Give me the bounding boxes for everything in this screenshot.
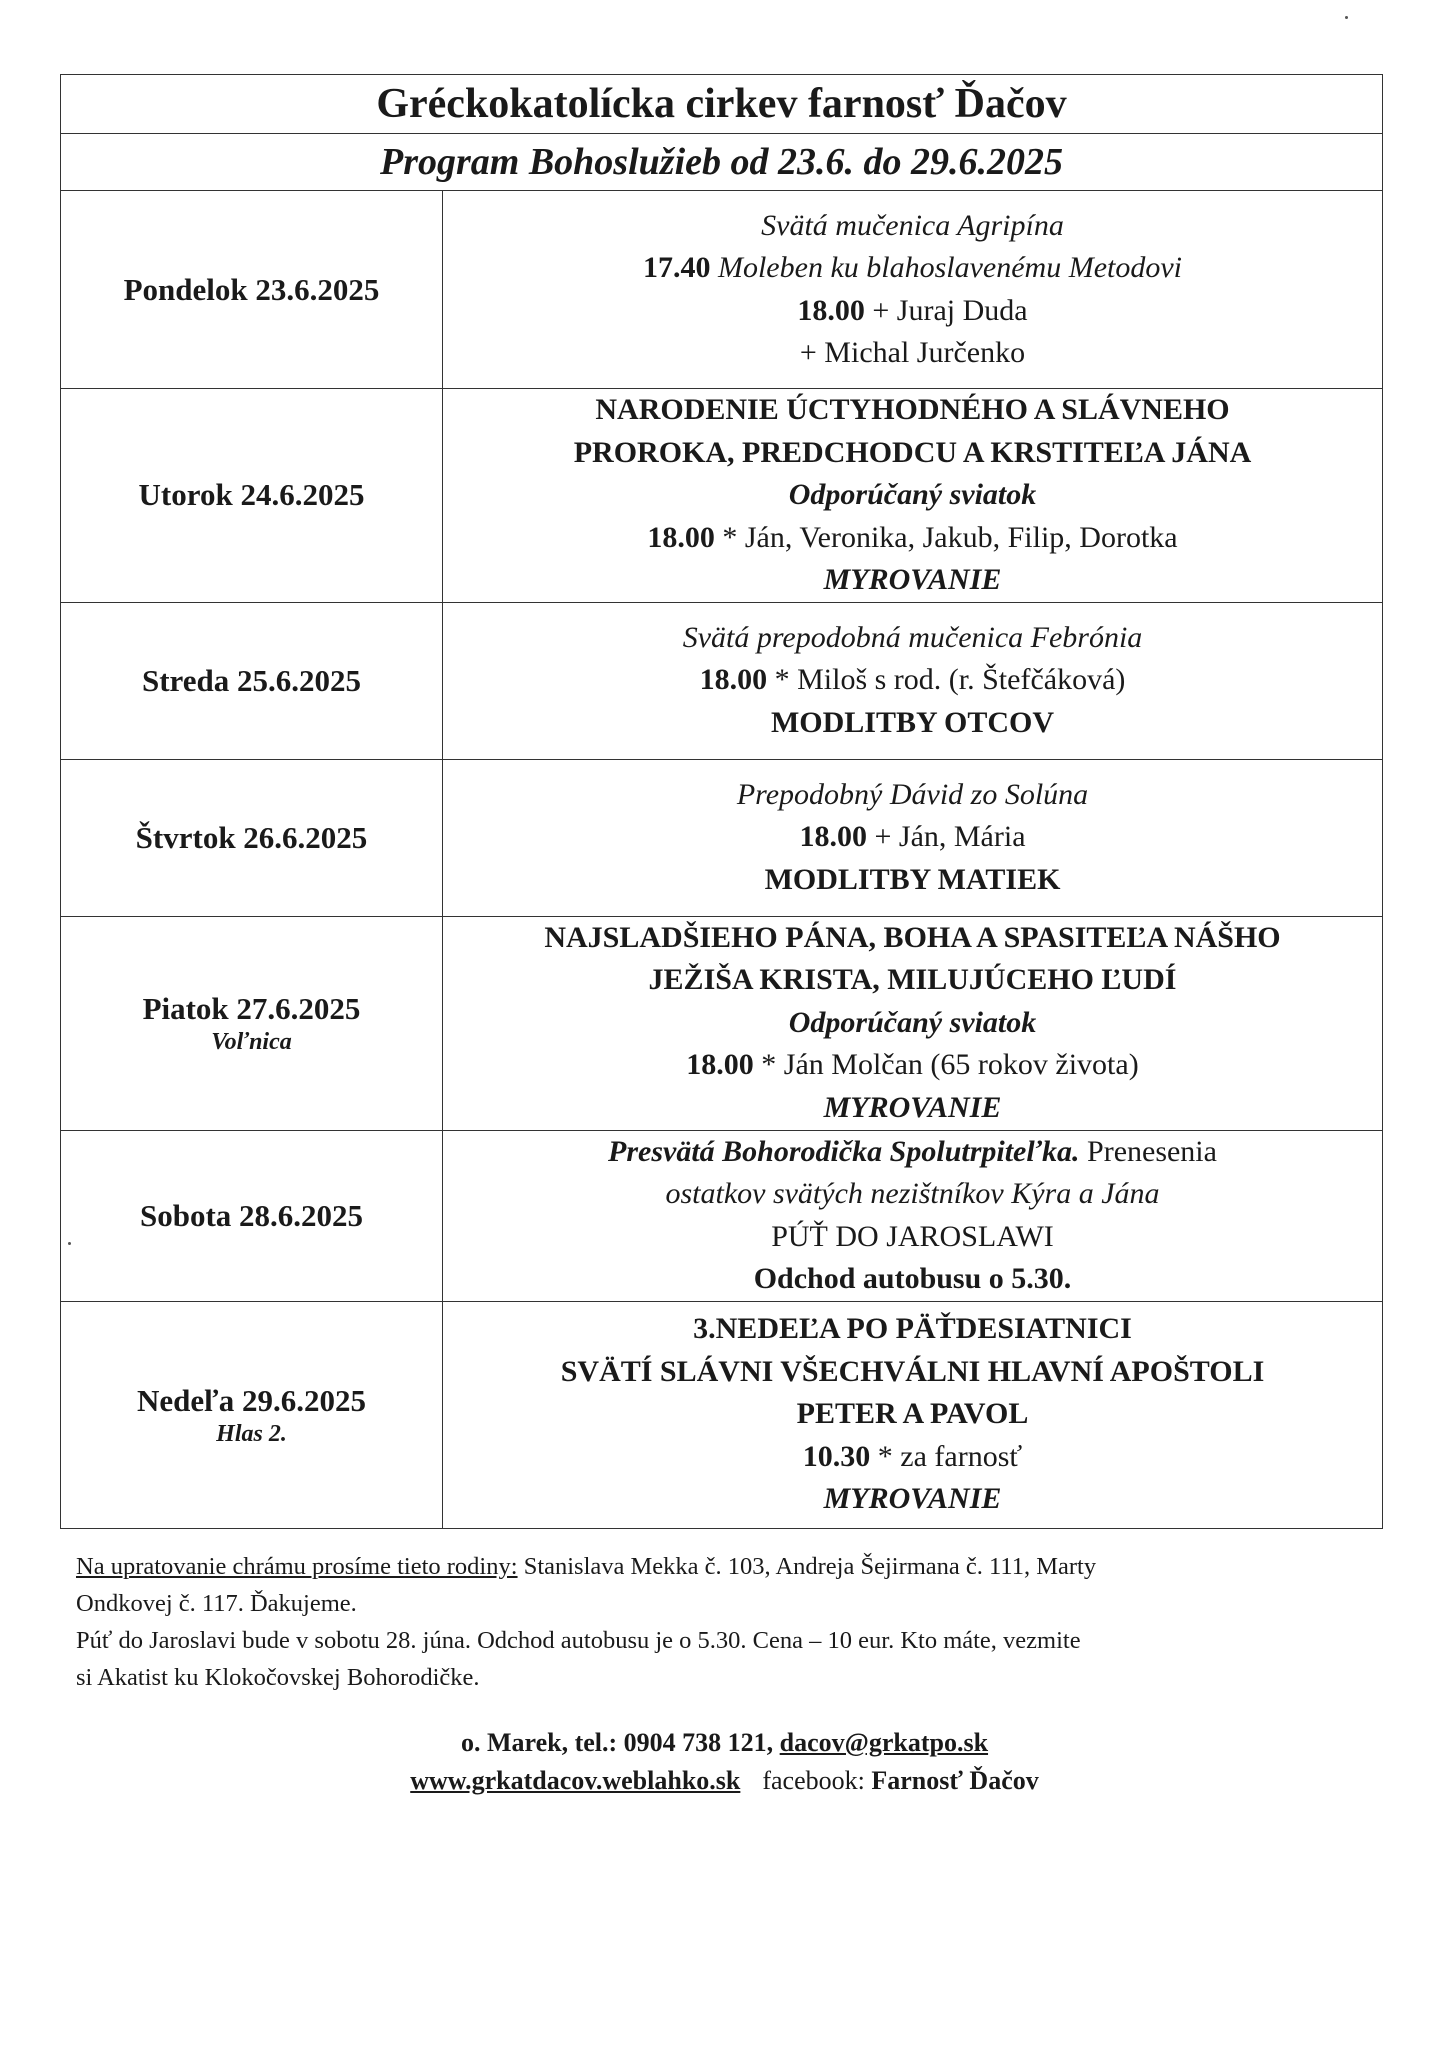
day-row <box>61 602 1383 759</box>
day-label: Nedeľa 29.6.2025 <box>137 1382 366 1418</box>
cleaning-label: Na upratovanie chrámu prosíme tieto rodiny: <box>76 1553 518 1580</box>
service-text: PETER A PAVOL <box>796 1397 1029 1431</box>
service-text: 17.40 <box>642 251 718 284</box>
service-text: SVÄTÍ SLÁVNI VŠECHVÁLNI HLAVNÍ APOŠTOLI <box>560 1354 1265 1388</box>
web-line <box>0 1762 1449 1800</box>
service-line <box>453 389 1372 432</box>
program-subtitle: Program Bohoslužieb od 23.6. do 29.6.2025 <box>61 134 1383 191</box>
service-text: Prenesenia <box>1079 1134 1217 1168</box>
service-line <box>453 517 1372 560</box>
day-label: Pondelok 23.6.2025 <box>123 271 380 307</box>
day-row <box>61 916 1383 1130</box>
title-row <box>61 75 1383 134</box>
service-line <box>453 1131 1372 1174</box>
service-text: MYROVANIE <box>823 1090 1002 1124</box>
service-line <box>453 332 1372 375</box>
day-cell <box>61 389 443 603</box>
service-line <box>453 816 1372 859</box>
service-line <box>453 617 1372 660</box>
subtitle-row <box>61 134 1383 191</box>
cleaning-note <box>76 1548 1376 1585</box>
service-text: NAJSLADŠIEHO PÁNA, BOHA A SPASITEĽA NÁŠHO <box>544 920 1281 954</box>
day-label: Štvrtok 26.6.2025 <box>135 819 368 855</box>
service-text: 18.00 <box>799 820 867 854</box>
day-cell <box>61 916 443 1130</box>
service-line <box>453 917 1372 960</box>
service-line <box>453 1216 1372 1259</box>
service-line <box>453 1002 1372 1045</box>
service-line <box>453 1393 1372 1436</box>
service-line <box>453 1308 1372 1351</box>
day-cell <box>61 602 443 759</box>
service-text: MODLITBY MATIEK <box>764 862 1061 896</box>
service-line <box>453 474 1372 517</box>
service-text: Prepodobný Dávid zo Solúna <box>736 777 1089 811</box>
service-text: Svätá prepodobná mučenica Febrónia <box>682 620 1143 654</box>
cleaning-families: Stanislava Mekka č. 103, Andreja Šejirmana č. 111, Marty <box>517 1553 1097 1580</box>
service-line <box>453 1436 1372 1479</box>
service-text: * za farnosť <box>870 1439 1023 1473</box>
service-line <box>453 702 1372 745</box>
service-text: Odporúčaný sviatok <box>788 478 1037 511</box>
services-cell <box>443 1301 1383 1528</box>
day-cell <box>61 759 443 916</box>
service-text: * Ján Molčan (65 rokov života) <box>753 1048 1139 1082</box>
notes-section <box>76 1548 1376 1696</box>
service-text: + Ján, Mária <box>866 820 1026 854</box>
services-cell <box>443 389 1383 603</box>
service-text: PÚŤ DO JAROSLAWI <box>771 1219 1054 1253</box>
service-text: PROROKA, PREDCHODCU A KRSTITEĽA JÁNA <box>573 435 1252 469</box>
day-label: Utorok 24.6.2025 <box>138 477 365 513</box>
pilgrimage-note-cont: si Akatist ku Klokočovskej Bohorodičke. <box>76 1664 480 1691</box>
website-link[interactable]: www.grkatdacov.weblahko.sk <box>410 1766 741 1795</box>
service-line <box>453 247 1372 290</box>
cleaning-note-cont: Ondkovej č. 117. Ďakujeme. <box>76 1590 357 1617</box>
schedule-table <box>60 74 1383 1529</box>
contact-section <box>0 1724 1449 1800</box>
day-row <box>61 389 1383 603</box>
day-row <box>61 1301 1383 1528</box>
service-text: 18.00 <box>686 1048 754 1082</box>
email-link[interactable]: dacov@grkatpo.sk <box>779 1728 989 1757</box>
service-text: Odporúčaný sviatok <box>788 1005 1037 1039</box>
service-line <box>453 1173 1372 1216</box>
day-label: Sobota 28.6.2025 <box>139 1197 364 1233</box>
day-cell <box>61 1130 443 1301</box>
service-line <box>453 432 1372 475</box>
day-row <box>61 191 1383 389</box>
services-cell <box>443 916 1383 1130</box>
day-label: Piatok 27.6.2025 <box>142 991 361 1026</box>
service-text: * Miloš s rod. (r. Štefčáková) <box>767 663 1126 697</box>
day-label: Streda 25.6.2025 <box>141 662 361 698</box>
service-text: JEŽIŠA KRISTA, MILUJÚCEHO ĽUDÍ <box>648 963 1177 997</box>
service-text: 18.00 <box>699 663 768 697</box>
pilgrimage-note: Púť do Jaroslavi bude v sobotu 28. júna. Odchod autobusu je o 5.30. Cena – 10 eur. Kto máte, vezmite <box>76 1627 1081 1654</box>
program-sheet <box>60 74 1383 1529</box>
service-text: NARODENIE ÚCTYHODNÉHO A SLÁVNEHO <box>595 393 1230 426</box>
day-row <box>61 1130 1383 1301</box>
service-line <box>453 1258 1372 1301</box>
service-text: MYROVANIE <box>823 1482 1002 1516</box>
service-text: Presvätá Bohorodička Spolutrpiteľka. <box>608 1134 1080 1168</box>
services-cell <box>443 191 1383 389</box>
service-line <box>453 959 1372 1002</box>
services-cell <box>443 759 1383 916</box>
service-line <box>453 1478 1372 1521</box>
day-cell <box>61 191 443 389</box>
service-line <box>453 659 1372 702</box>
service-text: MYROVANIE <box>823 563 1002 596</box>
service-text: 3.NEDEĽA PO PÄŤDESIATNICI <box>693 1312 1132 1346</box>
facebook-label: facebook: <box>762 1766 872 1795</box>
page-title: Gréckokatolícka cirkev farnosť Ďačov <box>61 75 1383 134</box>
service-text: 10.30 <box>802 1439 871 1473</box>
priest-phone: o. Marek, tel.: 0904 738 121, <box>460 1728 780 1757</box>
service-line <box>453 1044 1372 1087</box>
service-line <box>453 774 1372 817</box>
day-cell <box>61 1301 443 1528</box>
service-line <box>453 859 1372 902</box>
service-line <box>453 205 1372 248</box>
service-text: + Michal Jurčenko <box>799 336 1026 369</box>
services-cell <box>443 602 1383 759</box>
service-text: Moleben ku blahoslavenému Metodovi <box>717 251 1183 284</box>
service-text: MODLITBY OTCOV <box>770 705 1055 739</box>
service-text: 18.00 <box>797 293 865 327</box>
day-sublabel: Voľnica <box>211 1029 292 1055</box>
service-text: 18.00 <box>647 520 715 554</box>
facebook-name: Farnosť Ďačov <box>871 1766 1039 1795</box>
service-line <box>453 1087 1372 1130</box>
service-text: Svätá mučenica Agripína <box>761 208 1064 242</box>
day-row <box>61 759 1383 916</box>
services-cell <box>443 1130 1383 1301</box>
service-text: + Juraj Duda <box>864 293 1028 327</box>
service-line <box>453 1351 1372 1394</box>
service-text: ostatkov svätých nezištníkov Kýra a Jána <box>665 1177 1160 1210</box>
scan-speck <box>1345 16 1348 19</box>
service-text: Odchod autobusu o 5.30. <box>753 1262 1072 1295</box>
contact-line <box>0 1724 1449 1762</box>
day-sublabel: Hlas 2. <box>216 1420 287 1447</box>
service-text: * Ján, Veronika, Jakub, Filip, Dorotka <box>714 520 1178 554</box>
service-line <box>453 559 1372 602</box>
service-line <box>453 290 1372 333</box>
